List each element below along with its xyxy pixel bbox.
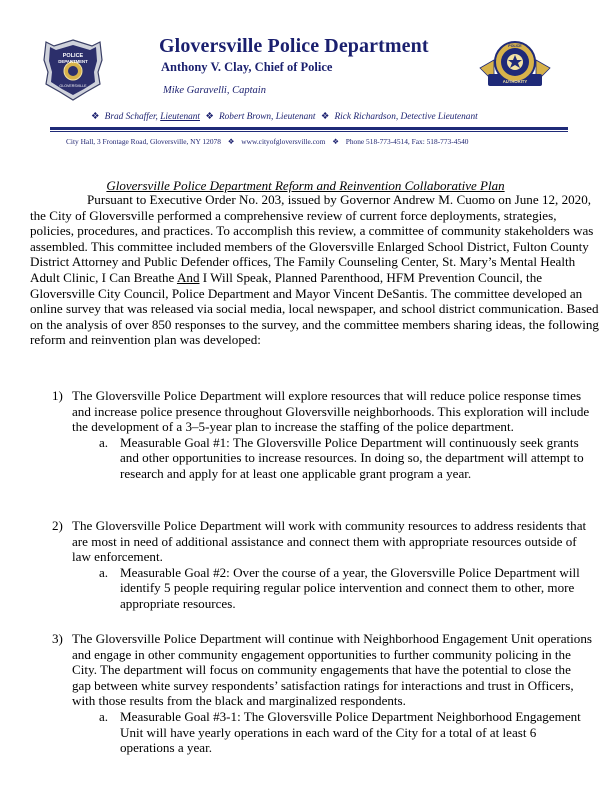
document-title: Gloversville Police Department Reform and Reinvention Collaborative Plan: [106, 178, 505, 193]
bullet-icon: ❖: [332, 137, 339, 146]
svg-text:POLICE: POLICE: [62, 53, 84, 59]
measurable-goal-3-1: [99, 708, 592, 756]
staff-member-2: Robert Brown, Lieutenant: [218, 112, 316, 122]
measurable-goal-1: [99, 434, 592, 482]
item-text: The Gloversville Police Department will explore resources that will reduce police response times and increase police presence throughout Gloversville neighborhoods. This exploration will include the development of a 3–5-year plan to increase the staffing of the police department.: [72, 388, 590, 435]
item-text: The Gloversville Police Department will continue with Neighborhood Engagement Unit operations and engage in other community engagement opportunities to further community policing in the City. The department will focus on community engagements that have the potential to close the gap between white survey respondents’ satisfaction ratings for interactions and trust in Officers, with those results from the black and marginalized respondents.: [72, 631, 592, 709]
chief-of-police: Anthony V. Clay, Chief of Police: [161, 60, 333, 74]
goal-text: Measurable Goal #1: The Gloversville Police Department will continuously seek grants and other opportunities to increase resources. In doing so, the department will attempt to research and apply for at least one applicable grant program a year.: [120, 434, 584, 481]
bullet-icon: ❖: [320, 112, 330, 122]
goal-text: Measurable Goal #3-1: The Gloversville Police Department Neighborhood Engagement Unit will have yearly operations in each ward of the City for a total of at least 6 operations a year.: [120, 708, 581, 756]
intro-underlined-word: And: [176, 269, 200, 285]
bullet-icon: ❖: [205, 112, 214, 122]
staff-member-1: Brad Schaffer,: [104, 112, 158, 122]
header-divider-thin: [50, 131, 568, 132]
bullet-icon: ❖: [91, 112, 100, 122]
goal-label: a.: [99, 564, 109, 580]
website-link[interactable]: www.cityofgloversville.com: [241, 137, 326, 146]
svg-text:AUTHORITY: AUTHORITY: [502, 79, 528, 84]
intro-text-part-1: Pursuant to Executive Order No. 203, issued by Governor Andrew M. Cuomo on June 12, 2020, the City of Gloversville performed a comprehensive review of current force deployments, strategies, policies, procedures, and practices. To accomplish this review, a committee of community stakeholders was assembled. This committee included members of the Gloversville Enlarged School District, Fulton County District Attorney and Public Defender offices, The Family Counseling Center, St. Mary’s Mental Health Adult Clinic, I Can Breathe: [30, 192, 594, 285]
header-divider: [50, 127, 568, 130]
measurable-goal-2: [99, 564, 592, 612]
address: City Hall, 3 Frontage Road, Gloversville, NY 12078: [66, 137, 221, 146]
bullet-icon: ❖: [227, 137, 235, 146]
police-badge-logo: [42, 38, 104, 102]
plan-item-3: [52, 631, 592, 756]
item-text: The Gloversville Police Department will work with community resources to address residents that are most in need of additional assistance and connect them with appropriate resources outside of law enforcement.: [72, 518, 587, 565]
intro-paragraph: [30, 192, 603, 348]
item-number: 3): [52, 631, 63, 646]
svg-text:POLICE: POLICE: [508, 44, 522, 48]
svg-text:GLOVERSVILLE: GLOVERSVILLE: [59, 84, 87, 88]
item-number: 1): [52, 388, 63, 403]
phone-fax: Phone 518-773-4514, Fax: 518-773-4540: [345, 137, 469, 146]
plan-item-2: [52, 518, 592, 612]
staff-member-1-title: Lieutenant: [160, 112, 200, 122]
staff-member-3: Rick Richardson, Detective Lieutenant: [334, 112, 478, 122]
goal-label: a.: [99, 708, 109, 724]
staff-roster: [88, 111, 478, 122]
captain-name: Mike Garavelli, Captain: [163, 85, 266, 96]
item-number: 2): [52, 518, 63, 533]
authority-emblem-logo: [478, 38, 552, 98]
goal-text: Measurable Goal #2: Over the course of a year, the Gloversville Police Department will identify 5 people requiring regular police intervention and connect them to other, more appropriate resources.: [120, 564, 580, 611]
svg-text:DEPARTMENT: DEPARTMENT: [58, 59, 88, 64]
intro-text-part-2: I Will Speak, Planned Parenthood, HFM Prevention Council, the Gloversville City Council, Police Department and Mayor Vincent DeSantis. The committee developed an online survey that was released via social media, local newspaper, and school district communication. Based on the analysis of over 850 responses to the survey, and the committee members sharing ideas, the following reform and reinvention plan was developed:: [30, 269, 599, 348]
department-name: Gloversville Police Department: [159, 35, 429, 57]
plan-item-1: [52, 388, 592, 482]
goal-label: a.: [99, 434, 109, 450]
contact-info: [66, 137, 469, 146]
